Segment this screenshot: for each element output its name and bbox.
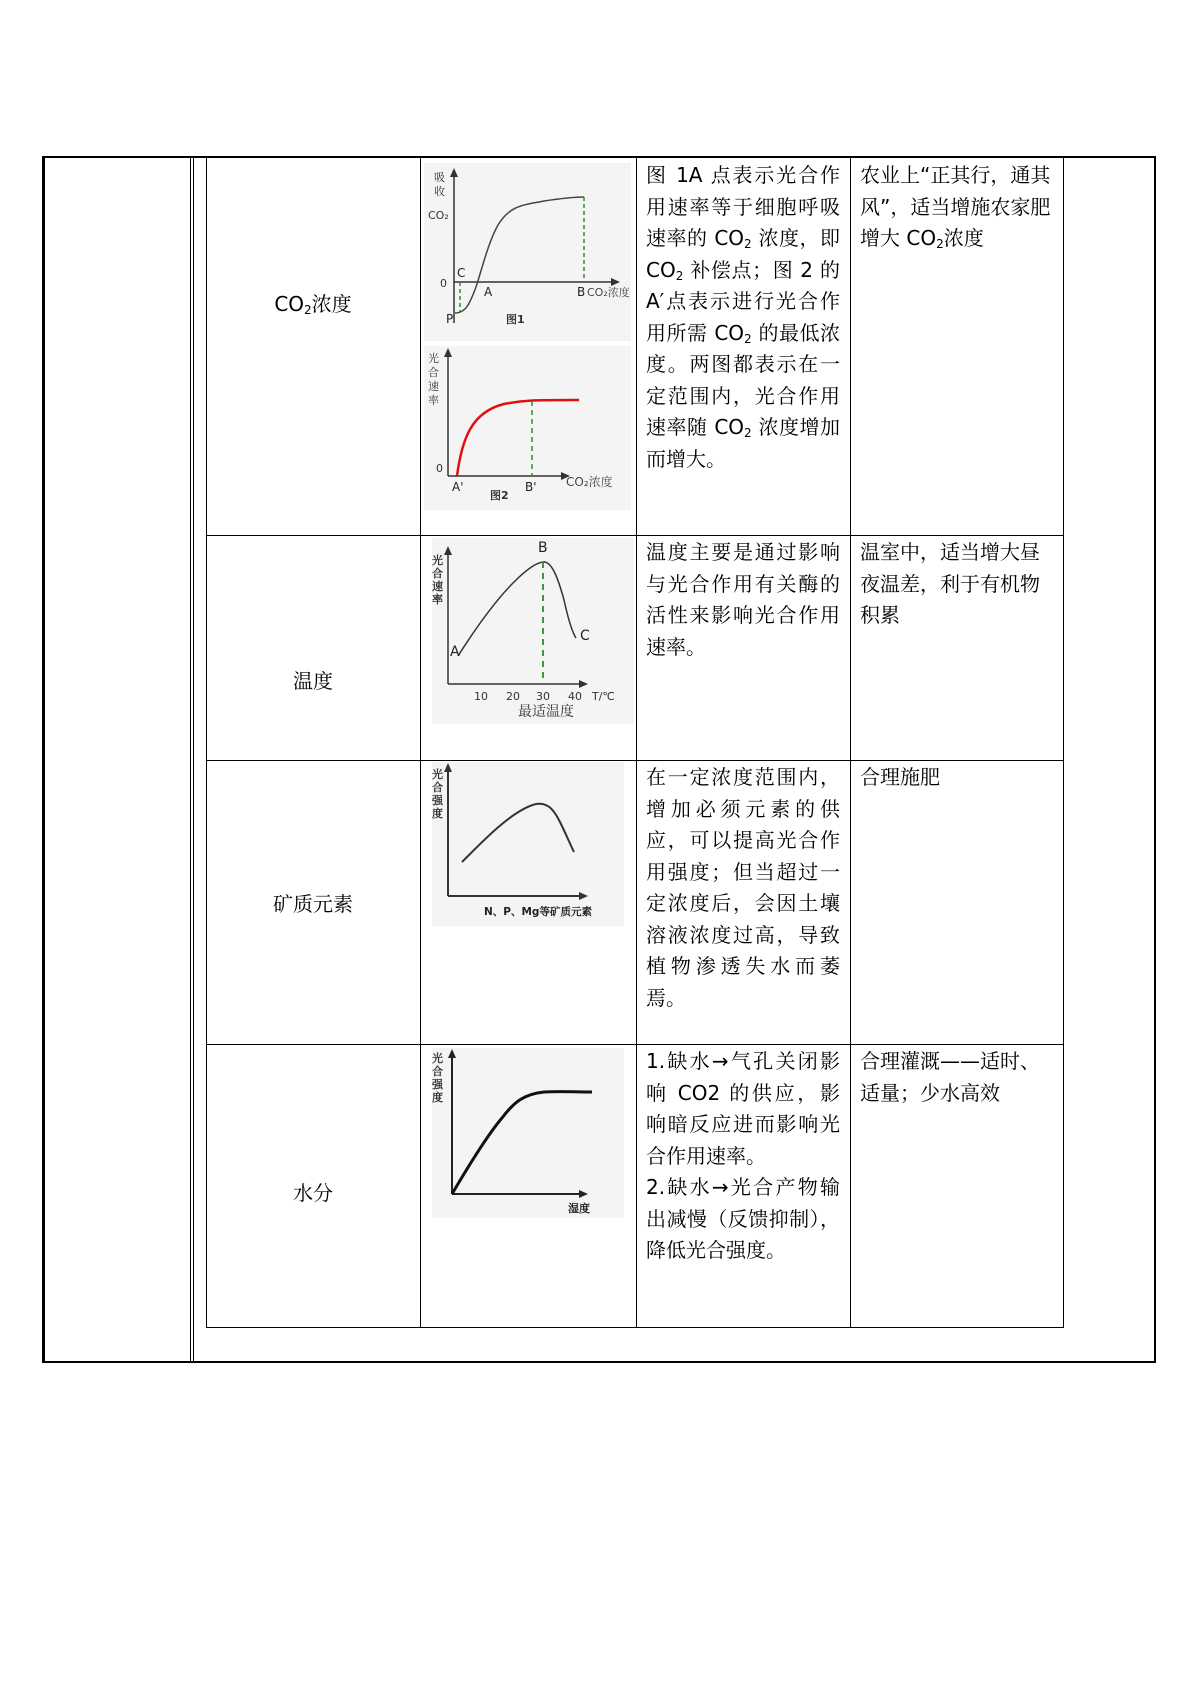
fig2-label-b: B' — [525, 480, 537, 494]
description-co2-subscript-7: 2 — [744, 426, 752, 440]
min-ylabel-4: 度 — [432, 807, 443, 820]
fig2-ylabel-1: 光 — [428, 352, 439, 365]
inner-right-border — [1063, 158, 1064, 1328]
description-co2-text-6: 的最低浓度。两图都表示在一定范围内，光合作用速率随 CO — [646, 320, 840, 439]
fig2-ylabel-3: 速 — [428, 380, 439, 393]
fig1-label-a: A — [484, 285, 493, 299]
description-water — [646, 1046, 840, 1267]
factor-co2-prefix: CO — [274, 292, 305, 316]
description-co2-subscript-1: 2 — [744, 237, 752, 251]
graph-minerals — [432, 762, 624, 926]
fig1-label-p: P — [446, 312, 454, 326]
min-ylabel-1: 光 — [432, 768, 443, 781]
row-divider-3 — [206, 1044, 1064, 1045]
min-y-arrow — [444, 763, 452, 772]
temp-tick-40: 40 — [568, 690, 582, 703]
water-ylabel-1: 光 — [432, 1052, 443, 1065]
water-ylabel-3: 强 — [432, 1078, 443, 1091]
application-co2-subscript-1: 2 — [936, 237, 944, 251]
description-co2 — [646, 160, 840, 475]
factor-water-label: 水分 — [293, 1181, 333, 1205]
fig2-y-arrow — [444, 348, 452, 357]
row-divider-1 — [206, 535, 1064, 536]
water-curve — [452, 1092, 592, 1194]
factor-co2-sub: 2 — [304, 303, 312, 317]
description-minerals-text: 在一定浓度范围内，增加必须元素的供应，可以提高光合作用强度；但当超过一定浓度后，会因土壤溶液浓度过高，导致植物渗透失水而萎焉。 — [646, 765, 840, 1010]
inner-bottom-border — [206, 1327, 1064, 1328]
outer-col-divider-2 — [193, 156, 194, 1363]
description-co2-text-8: 浓度增加而增大。 — [646, 415, 840, 471]
col-divider-graph — [420, 158, 421, 1328]
description-temperature-text: 温度主要是通过影响与光合作用有关酶的活性来影响光合作用速率。 — [646, 540, 840, 659]
water-x-arrow — [579, 1190, 588, 1198]
temp-tick-30: 30 — [536, 690, 550, 703]
description-minerals — [646, 762, 840, 1014]
min-curve — [462, 804, 574, 862]
description-co2-text-2: 浓度，即 CO — [646, 226, 840, 282]
outer-bottom-border — [42, 1361, 1156, 1363]
water-y-arrow — [448, 1049, 456, 1058]
min-ylabel-3: 强 — [432, 794, 443, 807]
water-ylabel-4: 度 — [432, 1091, 443, 1104]
col-divider-app — [850, 158, 851, 1328]
min-ylabel-2: 合 — [432, 781, 443, 794]
fig2-label-a: A' — [452, 480, 464, 494]
description-co2-text-0: 图 1A 点表示光合作用速率等于细胞呼吸速率的 CO — [646, 163, 840, 250]
fig1-caption: 图1 — [506, 313, 525, 326]
fig1-ylabel-3: CO₂ — [428, 209, 449, 222]
inner-left-border — [206, 158, 207, 1328]
temp-ylabel-4: 率 — [432, 593, 443, 606]
fig2-ylabel-2: 合 — [428, 366, 439, 379]
temp-label-b: B — [538, 540, 548, 556]
fig1-label-c: C — [457, 266, 466, 280]
outer-col-divider-1 — [190, 156, 191, 1363]
temp-tick-10: 10 — [474, 690, 488, 703]
temp-y-arrow — [444, 546, 452, 555]
temp-curve — [458, 562, 576, 656]
fig2-xlabel: CO₂浓度 — [566, 475, 613, 489]
min-xlabel: N、P、Mg等矿质元素 — [484, 906, 592, 918]
description-water-point-1: 1.缺水→气孔关闭影响 CO2 的供应，影响暗反应进而影响光合作用速率。 — [646, 1049, 840, 1168]
fig1-label-b: B — [577, 285, 586, 299]
description-water-point-2: 2.缺水→光合产物输出减慢（反馈抑制），降低光合强度。 — [646, 1175, 840, 1262]
fig1-x-arrow — [611, 278, 620, 286]
temp-ylabel-1: 光 — [432, 554, 443, 567]
application-minerals-text: 合理施肥 — [860, 765, 940, 789]
application-minerals — [860, 762, 1054, 794]
factor-co2-suffix: 浓度 — [311, 292, 352, 316]
graph-temperature — [432, 538, 634, 724]
application-co2-text-2: 浓度 — [943, 226, 984, 250]
temp-xunit: T/℃ — [592, 690, 615, 703]
fig2-curve — [457, 400, 579, 476]
water-xlabel: 湿度 — [568, 1202, 590, 1215]
temp-xlabel: 最适温度 — [518, 704, 574, 720]
fig1-ylabel-2: 收 — [434, 185, 445, 198]
application-co2-text-0: 农业上“正其行，通其风”，适当增施农家肥增大 CO — [860, 163, 1051, 250]
outer-right-border — [1154, 156, 1156, 1363]
graph-co2-fig1 — [424, 163, 631, 341]
col-divider-desc — [636, 158, 637, 1328]
description-co2-subscript-3: 2 — [675, 268, 684, 283]
application-co2 — [860, 160, 1054, 255]
min-x-arrow — [579, 892, 588, 900]
fig2-ylabel-4: 率 — [428, 394, 439, 407]
description-co2-text-4: 补偿点；图 2 的 A′点表示进行光合作用所需 CO — [646, 257, 840, 345]
fig1-xlabel: CO₂浓度 — [587, 286, 630, 299]
temp-label-c: C — [580, 628, 590, 644]
factor-co2 — [206, 288, 420, 317]
graph-water — [432, 1048, 624, 1218]
factor-minerals — [206, 888, 420, 917]
application-temperature-text: 温室中，适当增大昼夜温差，利于有机物积累 — [860, 540, 1040, 627]
graph-co2-fig2 — [424, 346, 631, 510]
fig2-caption: 图2 — [490, 489, 509, 502]
temp-ylabel-2: 合 — [432, 567, 443, 580]
factor-water — [206, 1177, 420, 1206]
outer-left-border — [42, 156, 45, 1363]
fig1-y-arrow — [450, 168, 458, 177]
temp-label-a: A — [450, 644, 460, 660]
description-temperature — [646, 537, 840, 663]
description-co2-subscript-5: 2 — [744, 331, 752, 346]
temp-tick-20: 20 — [506, 690, 520, 703]
water-ylabel-2: 合 — [432, 1065, 443, 1078]
application-water-text: 合理灌溉——适时、适量；少水高效 — [860, 1049, 1040, 1105]
outer-top-border — [42, 156, 1156, 158]
application-temperature — [860, 537, 1054, 632]
fig1-curve — [455, 197, 584, 313]
fig1-origin: 0 — [440, 277, 447, 290]
temp-x-arrow — [579, 680, 588, 688]
fig1-ylabel-1: 吸 — [434, 171, 445, 184]
row-divider-2 — [206, 760, 1064, 761]
temp-ylabel-3: 速 — [432, 580, 443, 593]
factor-temperature — [206, 665, 420, 694]
fig2-origin: 0 — [436, 462, 443, 475]
application-water — [860, 1046, 1054, 1109]
factor-temperature-label: 温度 — [293, 669, 333, 693]
factor-minerals-label: 矿质元素 — [273, 892, 353, 916]
